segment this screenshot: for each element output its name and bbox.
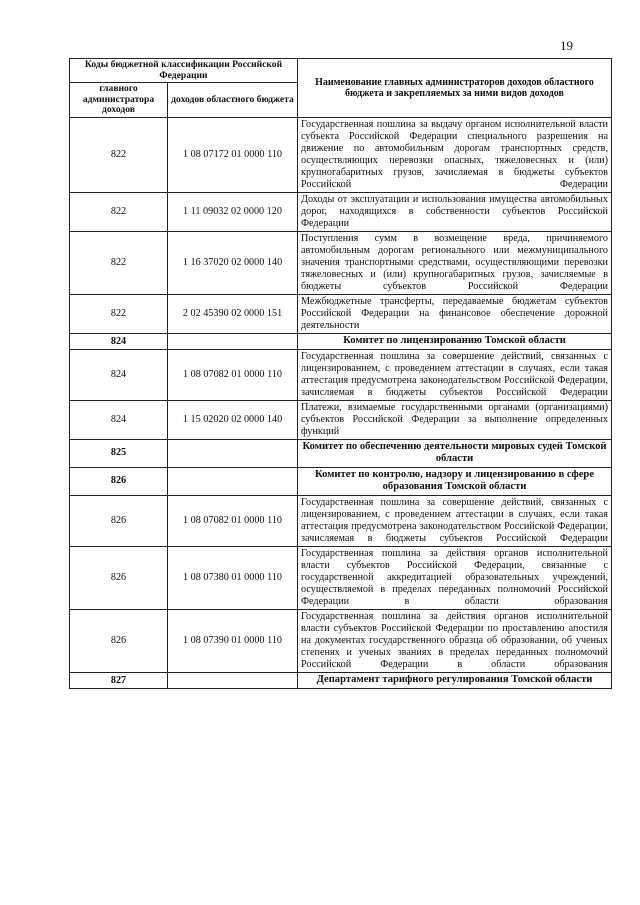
admin-code: 826	[70, 547, 168, 610]
income-description: Платежи, взимаемые государственными органами (организациями) субъектов Российской Федерации за выполнение определенных функций	[298, 400, 612, 439]
income-code: 1 08 07082 01 0000 110	[168, 349, 298, 400]
empty-cell	[168, 334, 298, 350]
income-code: 1 16 37020 02 0000 140	[168, 232, 298, 295]
budget-classification-table	[69, 58, 612, 689]
committee-row	[70, 673, 612, 689]
income-description: Межбюджетные трансферты, передаваемые бюджетам субъектов Российской Федерации на финансовое обеспечение дорожной деятельности	[298, 295, 612, 334]
admin-code: 824	[70, 400, 168, 439]
admin-code: 824	[70, 334, 168, 350]
page-number: 19	[560, 38, 573, 53]
income-code: 1 08 07390 01 0000 110	[168, 610, 298, 673]
income-description: Поступления сумм в возмещение вреда, причиняемого автомобильным дорогам регионального или межмуниципального значения транспортными средствами, осуществляющими перевозки тяжеловесных и (или) крупногабаритных грузов, зачисляемые в бюджеты субъектов Российской Федерации	[298, 232, 612, 295]
admin-code: 826	[70, 495, 168, 546]
admin-code: 824	[70, 349, 168, 400]
committee-title: Комитет по обеспечению деятельности мировых судей Томской области	[298, 439, 612, 467]
income-code: 1 11 09032 02 0000 120	[168, 192, 298, 231]
table-row	[70, 117, 612, 192]
committee-title: Комитет по контролю, надзору и лицензированию в сфере образования Томской области	[298, 467, 612, 495]
table-row	[70, 232, 612, 295]
empty-cell	[168, 673, 298, 689]
admin-code: 822	[70, 192, 168, 231]
committee-row	[70, 467, 612, 495]
table-row	[70, 610, 612, 673]
admin-code: 822	[70, 117, 168, 192]
committee-title: Департамент тарифного регулирования Томской области	[298, 673, 612, 689]
income-code: 1 15 02020 02 0000 140	[168, 400, 298, 439]
table-row	[70, 400, 612, 439]
empty-cell	[168, 467, 298, 495]
table-row	[70, 295, 612, 334]
admin-code: 826	[70, 610, 168, 673]
income-code: 1 08 07172 01 0000 110	[168, 117, 298, 192]
admin-code: 827	[70, 673, 168, 689]
header-group-title: Коды бюджетной классификации Российской Федерации	[70, 59, 298, 83]
table-row	[70, 349, 612, 400]
table-row	[70, 495, 612, 546]
empty-cell	[168, 439, 298, 467]
admin-code: 826	[70, 467, 168, 495]
income-description: Государственная пошлина за совершение действий, связанных с лицензированием, с проведением аттестации в случаях, если такая аттестация предусмотрена законодательством Российской Федерации, зачисляемая в бюджеты субъектов Российской Федерации	[298, 495, 612, 546]
header-income-column: доходов областного бюджета	[168, 83, 298, 118]
header-admin-column: главного администратора доходов	[70, 83, 168, 118]
committee-row	[70, 334, 612, 350]
table-row	[70, 547, 612, 610]
admin-code: 822	[70, 232, 168, 295]
income-description: Государственная пошлина за действия органов исполнительной власти субъектов Российской Федерации, связанные с государственной аккредитацией образовательных учреждений, осуществляемой в пределах переданных полномочий Российской Федерации в области образования	[298, 547, 612, 610]
committee-row	[70, 439, 612, 467]
committee-title: Комитет по лицензированию Томской области	[298, 334, 612, 350]
income-code: 1 08 07380 01 0000 110	[168, 547, 298, 610]
income-code: 1 08 07082 01 0000 110	[168, 495, 298, 546]
table-row	[70, 192, 612, 231]
income-code: 2 02 45390 02 0000 151	[168, 295, 298, 334]
income-description: Государственная пошлина за выдачу органом исполнительной власти субъекта Российской Федерации специального разрешения на движение по автомобильным дорогам транспортных средств, осуществляющих перевозки опасных, тяжеловесных и (или) крупногабаритных грузов, зачисляемая в бюджеты субъектов Российской Федерации	[298, 117, 612, 192]
admin-code: 822	[70, 295, 168, 334]
income-description: Государственная пошлина за действия органов исполнительной власти субъектов Российской Федерации по проставлению апостиля на документах государственного образца об образовании, об ученых степенях и ученых званиях в пределах переданных полномочий Российской Федерации в области образования	[298, 610, 612, 673]
income-description: Государственная пошлина за совершение действий, связанных с лицензированием, с проведением аттестации в случаях, если такая аттестация предусмотрена законодательством Российской Федерации, зачисляемая в бюджеты субъектов Российской Федерации	[298, 349, 612, 400]
income-description: Доходы от эксплуатации и использования имущества автомобильных дорог, находящихся в собственности субъектов Российской Федерации	[298, 192, 612, 231]
header-name-column: Наименование главных администраторов доходов областного бюджета и закрепляемых за ними видов доходов	[298, 59, 612, 118]
admin-code: 825	[70, 439, 168, 467]
